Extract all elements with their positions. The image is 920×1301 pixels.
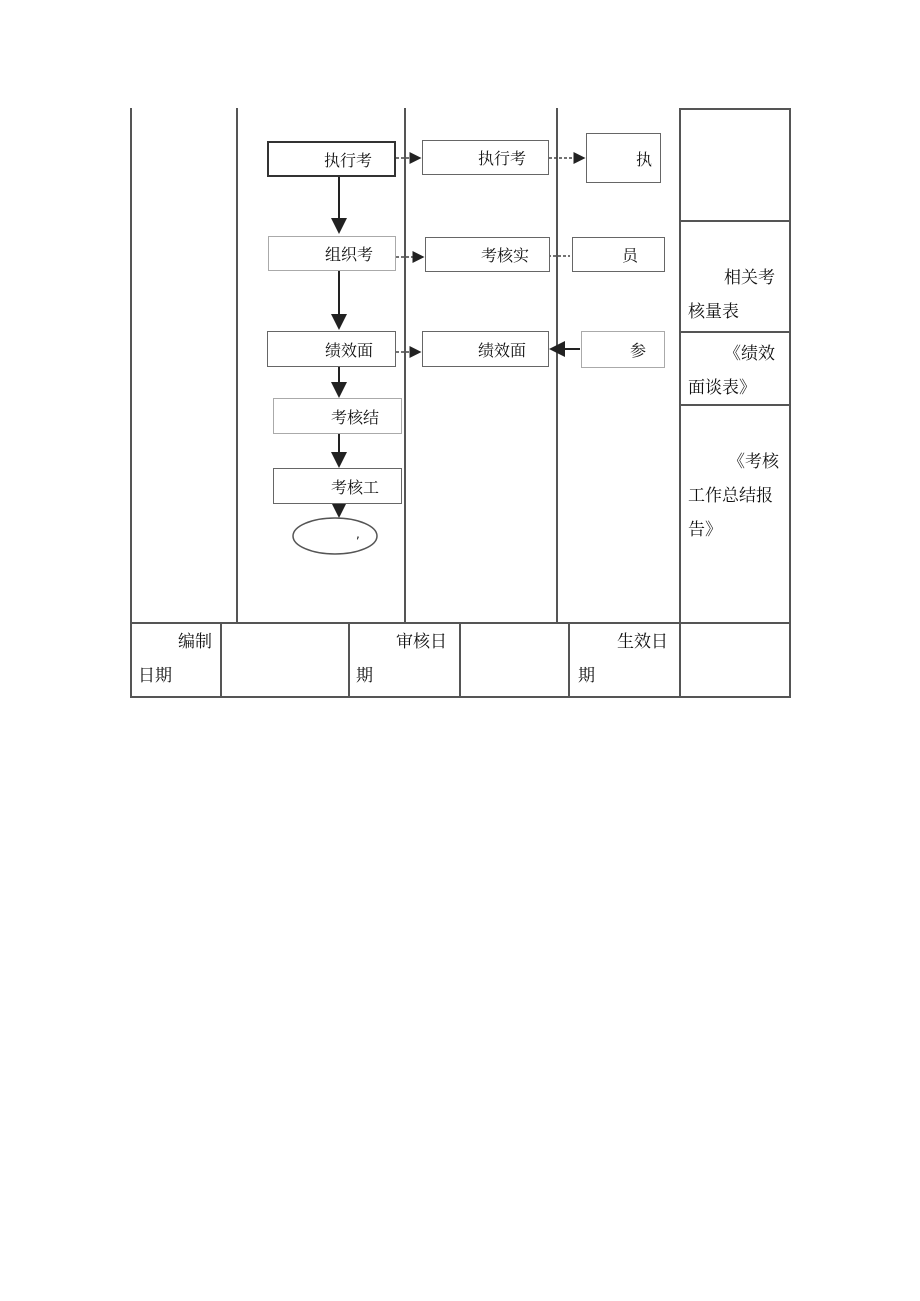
lane4-box-execute <box>586 133 661 183</box>
doc-related-assessment-line2: 核量表 <box>688 302 739 322</box>
lane3-box-implement <box>425 237 550 272</box>
lane4-box-participate <box>581 331 665 368</box>
footer-compile-label-line2: 日期 <box>138 666 172 686</box>
doc-work-summary-line2: 工作总结报 <box>688 486 773 506</box>
lane4-box-execute-label: 执 <box>635 149 652 169</box>
lane2-box-assessment-result <box>273 398 402 434</box>
lane3-box-implement-label: 考核实 <box>480 246 529 265</box>
lane2-box-assessment-work-label: 考核工 <box>330 477 379 497</box>
lane2-box-assessment-result-label: 考核结 <box>330 407 379 427</box>
lane2-box-performance-interview <box>267 331 396 367</box>
lane4-box-staff-label: 员 <box>621 246 638 265</box>
doc-interview-form-line2: 面谈表》 <box>688 378 756 398</box>
doc-related-assessment-line1: 相关考 <box>724 268 775 288</box>
lane3-box-performance-interview <box>422 331 549 367</box>
lane3-box-performance-interview-label: 绩效面 <box>477 340 526 360</box>
lane2-box-assessment-work <box>273 468 402 504</box>
end-terminal-ellipse <box>293 518 377 554</box>
lane2-box-performance-interview-label: 绩效面 <box>324 340 373 360</box>
doc-work-summary-line3: 告》 <box>688 520 722 540</box>
lane4-box-participate-label: 参 <box>629 341 646 360</box>
footer-compile-label-line1: 编制 <box>178 632 212 652</box>
footer-review-label-line1: 审核日 <box>396 632 447 652</box>
footer-effective-label-line1: 生效日 <box>617 632 668 652</box>
lane2-box-execute-label: 执行考 <box>323 150 372 170</box>
end-terminal-mark: , <box>356 527 360 541</box>
doc-work-summary-line1: 《考核 <box>728 452 779 472</box>
lane3-box-execute-label: 执行考 <box>477 149 526 168</box>
footer-effective-label-line2: 期 <box>578 666 595 686</box>
lane2-box-organize-label: 组织考 <box>324 245 373 264</box>
lane3-box-execute <box>422 140 549 175</box>
doc-interview-form-line1: 《绩效 <box>724 344 775 364</box>
lane4-box-staff <box>572 237 665 272</box>
lane2-box-organize <box>268 236 396 271</box>
footer-review-label-line2: 期 <box>356 666 373 686</box>
lane2-box-execute <box>267 141 396 177</box>
